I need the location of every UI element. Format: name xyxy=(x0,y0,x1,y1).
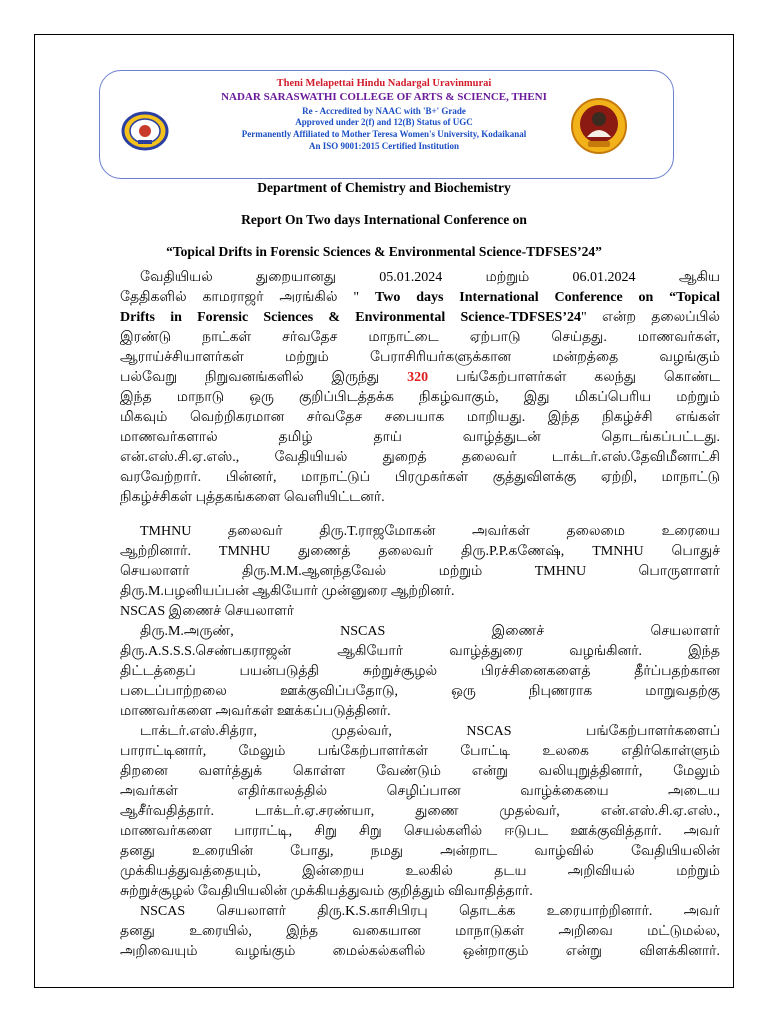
conference-name-bold: Two days International Conference on “Topical xyxy=(374,290,720,305)
body-text-span: பல்வேறு நிறுவனங்களில் இருந்து xyxy=(120,370,408,385)
body-line: இரண்டு நாட்கள் சர்வதேச மாநாட்டை ஏற்பாடு செய்தது. மாணவர்கள், xyxy=(120,330,720,345)
body-line: தனது உரையின் போது, நமது அன்றாட வாழ்வில் வேதியியலின் xyxy=(120,844,720,859)
body-line: முக்கியத்துவத்தையும், இன்றைய உலகில் தடய அறிவியல் மற்றும் xyxy=(120,864,720,879)
body-line: திரு.A.S.S.S.செண்பகராஜன் ஆகியோர் வாழ்த்துரை வழங்கினர். இந்த xyxy=(120,644,720,659)
body-line: சுற்றுச்சூழல் வேதியியலின் முக்கியத்துவம் குறித்தும் விவாதித்தார். xyxy=(120,884,533,899)
body-line: ஆற்றினார். TMNHU துணைத் தலைவர் திரு.P.P.கணேஷ், TMNHU பொதுச் xyxy=(120,544,720,559)
report-body xyxy=(120,268,720,962)
body-line: ஆசீர்வதித்தார். டாக்டர்.ஏ.சரண்யா, துணை முதல்வர், என்.எஸ்.சி.ஏ.எஸ்., xyxy=(120,804,720,819)
body-line: மாணவர்களால் தமிழ் தாய் வாழ்த்துடன் தொடங்கப்பட்டது. xyxy=(120,430,720,445)
body-line: டாக்டர்.எஸ்.சித்ரா, முதல்வர், NSCAS பங்கேற்பாளர்களைப் xyxy=(140,724,720,739)
body-line: மாணவர்களை பாராட்டி, சிறு சிறு செயல்களில் ஈடுபட ஊக்குவித்தார். அவர் xyxy=(120,824,720,839)
body-line xyxy=(120,308,720,328)
body-line: என்.எஸ்.சி.ஏ.எஸ்., வேதியியல் துறைத் தலைவர் டாக்டர்.எஸ்.தேவிமீனாட்சி xyxy=(120,450,720,465)
body-line: NSCAS செயலாளர் திரு.K.S.காசிபிரபு தொடக்க உரையாற்றினார். அவர் xyxy=(140,904,720,919)
body-line: அறிவையும் வழங்கும் மைல்கல்களில் ஒன்றாகும் என்று விளக்கினார். xyxy=(120,944,720,959)
body-line: வரவேற்றார். பின்னர், மாநாட்டுப் பிரமுகர்கள் குத்துவிளக்கு ஏற்றி, மாநாட்டு xyxy=(120,470,720,485)
university-affiliation: Permanently Affiliated to Mother Teresa Women's University, Kodaikanal xyxy=(241,129,527,139)
ugc-status: Approved under 2(f) and 12(B) Status of UGC xyxy=(295,117,473,127)
trust-name: Theni Melapettai Hindu Nadargal Uravinmurai xyxy=(276,78,492,89)
conference-name-bold: Drifts in Forensic Sciences & Environmental Science-TDFSES’24 xyxy=(120,310,582,325)
body-line xyxy=(120,288,720,308)
body-line: NSCAS இணைச் செயலாளர் xyxy=(120,604,295,619)
body-line: திரு.M.அருண், NSCAS இணைச் செயலாளர் xyxy=(140,624,720,639)
body-line: மாணவர்களை அவர்கள் ஊக்கப்படுத்தினர். xyxy=(120,704,391,719)
body-line: வேதியியல் துறையானது 05.01.2024 மற்றும் 06.01.2024 ஆகிய xyxy=(140,270,720,285)
body-line: செயலாளர் திரு.M.M.ஆனந்தவேல் மற்றும் TMHNU பொருளாளர் xyxy=(120,564,720,579)
body-line xyxy=(120,368,720,388)
body-text-span: தேதிகளில் காமராஜர் அரங்கில் " xyxy=(120,290,375,305)
body-text-span: " என்ற தலைப்பில் xyxy=(581,310,720,325)
body-line: ஆராய்ச்சியாளர்கள் மற்றும் பேராசிரியர்களுக்கான மன்றத்தை வழங்கும் xyxy=(120,350,720,365)
body-line: தனது உரையில், இந்த வகையான மாநாடுகள் அறிவை மட்டுமல்ல, xyxy=(120,924,720,939)
body-line: பாராட்டினார், மேலும் பங்கேற்பாளர்கள் போட்டி உலகை எதிர்கொள்ளும் xyxy=(120,744,720,759)
body-line: திட்டத்தைப் பயன்படுத்தி சுற்றுச்சூழல் பிரச்சினைகளைத் தீர்ப்பதற்கான xyxy=(120,664,720,679)
participant-count: 320 xyxy=(407,370,429,385)
body-line: திரு.M.பழனியப்பன் ஆகியோர் முன்னுரை ஆற்றினர். xyxy=(120,584,455,599)
conference-title: “Topical Drifts in Forensic Sciences & Environmental Science-TDFSES’24” xyxy=(166,244,602,259)
body-text-span: பங்கேற்பாளர்கள் கலந்து கொண்ட xyxy=(428,370,720,385)
body-line: அவர்கள் எதிர்காலத்தில் செழிப்பான வாழ்க்கையை அடைய xyxy=(120,784,720,799)
naac-accreditation: Re - Accredited by NAAC with 'B+' Grade xyxy=(302,106,466,116)
department-title: Department of Chemistry and Biochemistry xyxy=(257,180,511,195)
body-line: இந்த மாநாடு ஒரு குறிப்பிடத்தக்க நிகழ்வாகும், இது மிகப்பெரிய மற்றும் xyxy=(120,390,720,405)
iso-certification: An ISO 9001:2015 Certified Institution xyxy=(308,141,459,151)
report-title: Report On Two days International Conference on xyxy=(241,212,527,227)
body-line: TMHNU தலைவர் திரு.T.ராஜமோகன் அவர்கள் தலைமை உரையை xyxy=(140,524,720,539)
body-line: திறனை வளர்த்துக் கொள்ள வேண்டும் என்று வலியுறுத்தினார், மேலும் xyxy=(120,764,720,779)
body-line: மிகவும் வெற்றிகரமான சர்வதேச சபையாக மாறியது. இந்த நிகழ்ச்சி எங்கள் xyxy=(120,410,720,425)
body-line: நிகழ்ச்சிகள் புத்தகங்களை வெளியிட்டனர். xyxy=(120,490,385,505)
college-name: NADAR SARASWATHI COLLEGE OF ARTS & SCIENCE, THENI xyxy=(221,91,547,103)
body-line: படைப்பாற்றலை ஊக்குவிப்பதோடு, ஒரு நிபுணராக மாறுவதற்கு xyxy=(120,684,720,699)
